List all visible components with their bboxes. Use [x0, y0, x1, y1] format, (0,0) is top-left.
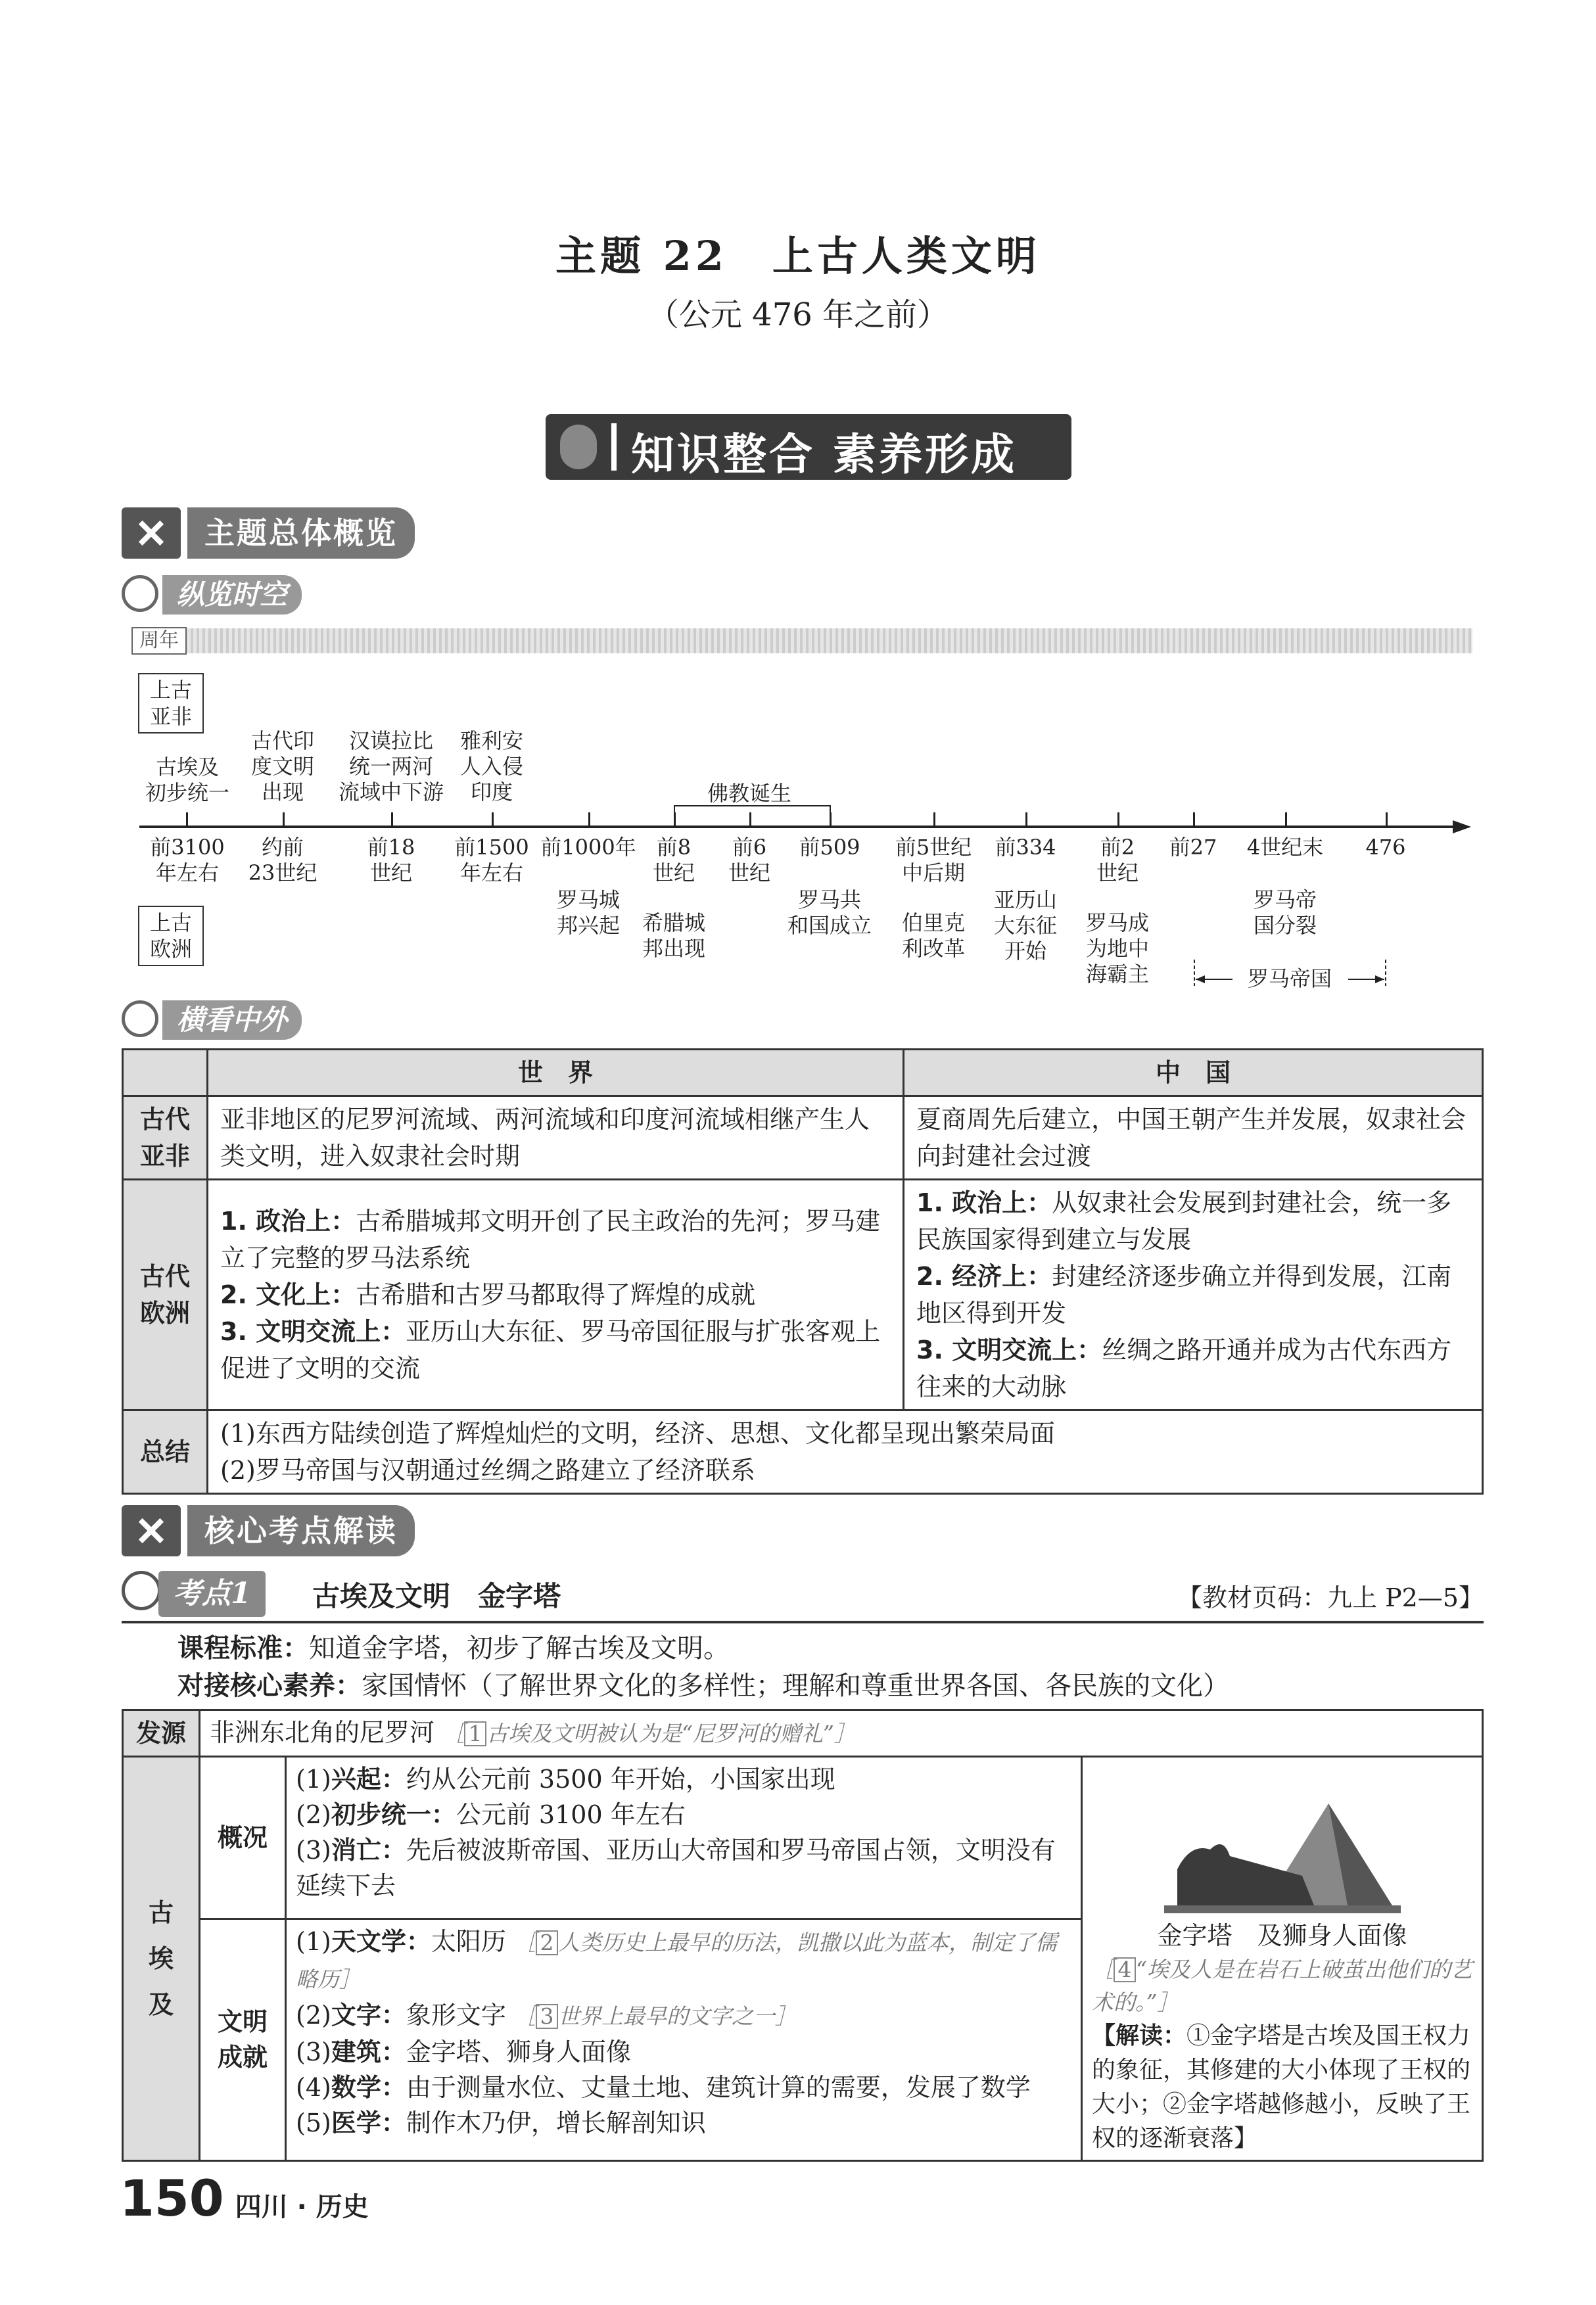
- event-greek-city: 希腊城 邦出现: [642, 910, 706, 961]
- tick-label: 4世纪末: [1246, 835, 1324, 860]
- event-alexander: 亚历山 大东征 开始: [993, 887, 1058, 964]
- overview-label: 概况: [200, 1757, 286, 1919]
- list-item: 2. 经济上：封建经济逐步确立并得到发展，江南地区得到开发: [916, 1262, 1452, 1328]
- list-item: 3. 文明交流上：亚历山大东征、罗马帝国征服与扩张客观上促进了文明的交流: [220, 1317, 881, 1383]
- timeline-arrow: [1453, 820, 1471, 833]
- list-item: (1)天文学：太阳历 ［ 2 人类历史上最早的历法，凯撒以此为蓝本，制定了儒略历］: [296, 1926, 1057, 1992]
- list-item: 1. 政治上：从奴隶社会发展到封建社会，统一多民族国家得到建立与发展: [916, 1188, 1452, 1254]
- event-roman-empire: 罗马帝国: [1247, 966, 1332, 991]
- timeline-strip: [131, 628, 1472, 653]
- row-label-europe: 上古 欧洲: [138, 906, 204, 966]
- event-rome-city: 罗马城 邦兴起: [556, 887, 621, 938]
- egypt-label: 古 埃 及: [123, 1757, 200, 2161]
- egypt-table: [122, 1709, 1484, 2162]
- event-egypt-unify: 古埃及 初步统一: [145, 755, 230, 805]
- list-item: 1. 政治上：古希腊城邦文明开创了民主政治的先河；罗马建立了完整的罗马法系统: [220, 1207, 881, 1272]
- core-heading-label: 核心考点解读: [187, 1505, 415, 1556]
- list-item: (4)数学：由于测量水位、丈量土地、建筑计算的需要，发展了数学: [296, 2072, 1031, 2102]
- pyramid-sphinx-image: [1151, 1771, 1414, 1915]
- tick: [391, 812, 393, 826]
- list-item: (5)医学：制作木乃伊，增长解剖知识: [296, 2108, 706, 2137]
- header-world: 世 界: [208, 1050, 904, 1096]
- page-subtitle: （公元 476 年之前）: [647, 296, 949, 333]
- tick: [1386, 812, 1388, 826]
- overview-heading: [122, 507, 516, 559]
- tick-label: 约前 23世纪: [248, 835, 317, 885]
- origin-label: 发源: [123, 1710, 200, 1757]
- horizontal-heading: [122, 1000, 385, 1040]
- list-item: (2)初步统一：公元前 3100 年左右: [296, 1800, 686, 1829]
- tick: [1117, 812, 1119, 826]
- table-row: [123, 1096, 1483, 1180]
- tick-label: 前8 世纪: [652, 835, 695, 885]
- achievements-cell: [286, 1919, 1082, 2160]
- event-buddhism: 佛教诞生: [707, 781, 792, 806]
- list-item: (3)消亡：先后被波斯帝国、亚历山大帝国和罗马帝国占领，文明没有延续下去: [296, 1836, 1056, 1900]
- tick-label: 前1500 年左右: [454, 835, 529, 885]
- tick-label: 前3100 年左右: [150, 835, 225, 885]
- cell-world: [208, 1180, 904, 1410]
- cell-summary: [208, 1410, 1483, 1494]
- overview-heading-label: 主题总体概览: [187, 507, 415, 559]
- list-item: 3. 文明交流上：丝绸之路开通并成为古代东西方往来的大动脉: [916, 1336, 1452, 1401]
- table-row: [123, 1180, 1483, 1410]
- table-corner: [123, 1050, 208, 1096]
- row-label: 总结: [123, 1410, 208, 1494]
- tick: [1285, 812, 1287, 826]
- kaodian-tag: 考点1: [158, 1571, 266, 1617]
- tick-label: 前334: [995, 835, 1056, 860]
- row-label: 古代 欧洲: [123, 1180, 208, 1410]
- buddhism-bracket: [674, 801, 832, 815]
- row-label-asia-africa: 上古 亚非: [138, 673, 204, 733]
- tick: [588, 812, 590, 826]
- image-cell: [1082, 1757, 1483, 2161]
- kaodian-heading: [122, 1571, 1484, 1623]
- handwritten-note: ［ 1 古埃及文明被认为是“尼罗河的赠礼”］: [442, 1721, 856, 1746]
- banner-divider: [611, 423, 617, 471]
- header-china: 中 国: [904, 1050, 1483, 1096]
- tick: [933, 812, 935, 826]
- tick-label: 前5世纪 中后期: [895, 835, 972, 885]
- event-rome-hegemony: 罗马成 为地中 海霸主: [1085, 910, 1150, 987]
- event-pericles: 伯里克 利改革: [901, 910, 966, 961]
- page-footer: [120, 2169, 369, 2227]
- handwritten-note: ［ 4 “埃及人是在岩石上破茧出他们的艺术的。”］: [1092, 1957, 1472, 2015]
- cell-world: 亚非地区的尼罗河流域、两河流域和印度河流域相继产生人类文明，进入奴隶社会时期: [208, 1096, 904, 1180]
- cell-china: 夏商周先后建立，中国王朝产生并发展，奴隶社会向封建社会过渡: [904, 1096, 1483, 1180]
- handwritten-note: ［ 2 人类历史上最早的历法，凯撒以此为蓝本，制定了儒略历］: [296, 1929, 1057, 1992]
- handwritten-note: ［ 3 世界上最早的文字之一］: [513, 2003, 797, 2029]
- summary-item: (2)罗马帝国与汉朝通过丝绸之路建立了经济联系: [220, 1456, 755, 1485]
- summary-item: (1)东西方陆续创造了辉煌灿烂的文明，经济、思想、文化都呈现出繁荣局面: [220, 1419, 1055, 1448]
- table-row: [123, 1710, 1483, 1757]
- tick-label: 前18 世纪: [367, 835, 415, 885]
- tick: [1193, 812, 1195, 826]
- origin-cell: 非洲东北角的尼罗河 ［ 1 古埃及文明被认为是“尼罗河的赠礼”］: [200, 1710, 1483, 1757]
- timeline-year-label: 周年: [131, 627, 187, 655]
- vertical-heading: [122, 575, 385, 615]
- event-aryan: 雅利安 人入侵 印度: [459, 728, 524, 804]
- tick-label: 前509: [799, 835, 860, 860]
- tick: [1025, 812, 1027, 826]
- list-item: 2. 文化上：古希腊和古罗马都取得了辉煌的成就: [220, 1280, 756, 1309]
- overview-cell: [286, 1757, 1082, 1919]
- cross-arrows-icon: [122, 1505, 181, 1556]
- event-empire-split: 罗马帝 国分裂: [1253, 887, 1317, 938]
- page-number: 150: [120, 2169, 224, 2227]
- event-india-civ: 古代印 度文明 出现: [250, 728, 315, 804]
- page-title: 主题 22 上古人类文明: [555, 232, 1041, 280]
- tick-label: 前2 世纪: [1096, 835, 1139, 885]
- list-item: (2)文字：象形文字 ［ 3 世界上最早的文字之一］: [296, 2000, 797, 2030]
- interpretation: 【解读：①金字塔是古埃及国王权力的象征，其修建的大小体现了王权的大小；②金字塔越修越小，反映了王权的逐渐衰落】: [1092, 2022, 1471, 2152]
- tick-label: 前1000年: [540, 835, 636, 860]
- section-banner: [546, 414, 1071, 480]
- circle-icon: [122, 1000, 158, 1037]
- image-caption: 金字塔 及狮身人面像: [1157, 1921, 1407, 1950]
- person-icon: [560, 425, 597, 469]
- tick: [186, 812, 188, 826]
- cross-arrows-icon: [122, 507, 181, 559]
- event-hammurabi: 汉谟拉比 统一两河 流域中下游: [338, 728, 444, 804]
- textbook-pages: 【教材页码：九上 P2—5】: [1177, 1583, 1484, 1612]
- vertical-heading-label: 纵览时空: [162, 575, 302, 615]
- magnifier-icon: [122, 1571, 161, 1610]
- achievements-label: 文明 成就: [200, 1919, 286, 2160]
- tick-label: 前27: [1169, 835, 1217, 860]
- horizontal-heading-label: 横看中外: [162, 1000, 302, 1040]
- kaodian-title: 古埃及文明 金字塔: [312, 1580, 561, 1612]
- table-row: [123, 1757, 1483, 1919]
- course-standard: 课程标准：知道金字塔，初步了解古埃及文明。: [177, 1633, 730, 1664]
- comparison-table: [122, 1048, 1484, 1495]
- event-roman-republic: 罗马共 和国成立: [787, 887, 872, 938]
- row-label: 古代 亚非: [123, 1096, 208, 1180]
- tick-label: 前6 世纪: [728, 835, 771, 885]
- table-row: [123, 1410, 1483, 1494]
- list-item: (1)兴起：约从公元前 3500 年开始，小国家出现: [296, 1765, 835, 1794]
- core-heading: [122, 1505, 516, 1556]
- cell-china: [904, 1180, 1483, 1410]
- tick: [283, 812, 285, 826]
- list-item: (3)建筑：金字塔、狮身人面像: [296, 2037, 631, 2066]
- page-subject: 四川 · 历史: [235, 2192, 369, 2222]
- tick: [492, 812, 494, 826]
- tick-label: 476: [1365, 835, 1406, 860]
- banner-text: 知识整合 素养形成: [631, 429, 1017, 480]
- table-header-row: [123, 1050, 1483, 1096]
- circle-icon: [122, 575, 158, 612]
- timeline-axis: [139, 826, 1455, 828]
- core-literacy: 对接核心素养：家国情怀（了解世界文化的多样性；理解和尊重世界各国、各民族的文化）: [177, 1671, 1229, 1701]
